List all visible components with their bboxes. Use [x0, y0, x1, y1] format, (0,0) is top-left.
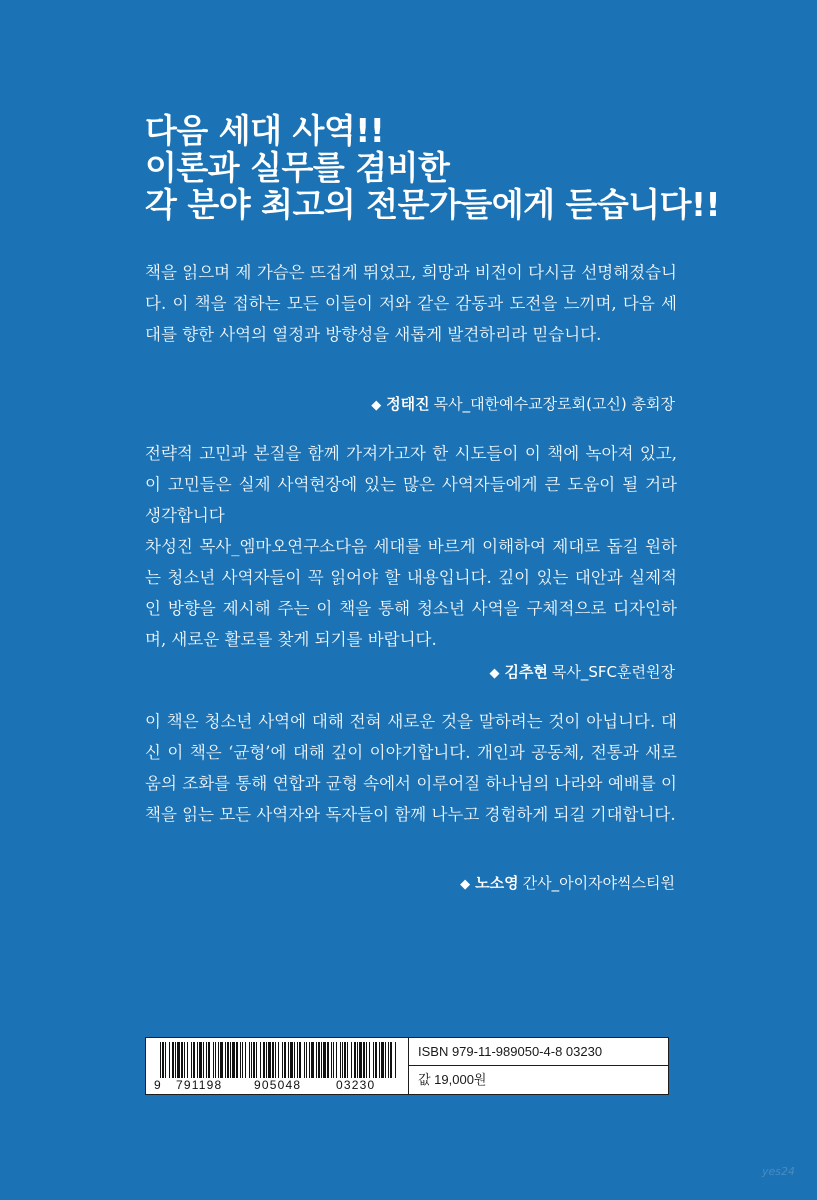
barcode-bar: [354, 1042, 356, 1078]
barcode-area: [146, 1038, 409, 1094]
barcode-bar: [251, 1042, 252, 1078]
barcode-bar: [395, 1042, 396, 1078]
barcode-bar: [227, 1042, 229, 1078]
barcode-bar: [175, 1042, 176, 1078]
endorsement-1-text: [145, 257, 677, 350]
isbn-box: [145, 1037, 669, 1095]
barcode-bar: [213, 1042, 214, 1078]
barcode-bar: [165, 1042, 166, 1078]
price-label: 값 19,000원: [418, 1072, 487, 1087]
barcode-bar: [232, 1042, 235, 1078]
barcode-bar: [268, 1042, 271, 1078]
barcode-bar: [225, 1042, 226, 1078]
barcode-bar: [316, 1042, 317, 1078]
barcode-bar: [184, 1042, 185, 1078]
endorsement-3-attribution: [115, 873, 675, 895]
barcode-bar: [199, 1042, 202, 1078]
barcode-bar: [206, 1042, 207, 1078]
barcode-bar: [297, 1042, 298, 1078]
endorsement-2-text: [145, 438, 677, 655]
barcode-bar: [191, 1042, 192, 1078]
barcode-bar: [275, 1042, 276, 1078]
barcode-bar: [379, 1042, 380, 1078]
barcode-bar: [177, 1042, 180, 1078]
barcode-bar: [333, 1042, 334, 1078]
barcode-bar: [363, 1042, 365, 1078]
barcode-bar: [342, 1042, 343, 1078]
barcode-bar: [299, 1042, 301, 1078]
barcode-bar: [340, 1042, 341, 1078]
barcode-bar: [193, 1042, 195, 1078]
barcode-bar: [172, 1042, 174, 1078]
barcode-bar: [347, 1042, 348, 1078]
endorsement-paragraph: 이 책은 청소년 사역에 대해 전혀 새로운 것을 말하려는 것이 아닙니다. 대신 이 책은 ‘균형’에 대해 깊이 이야기합니다. 개인과 공동체, 전통과 새로움의 조화를 통해 연합과 균형 속에서 이루어질 하나님의 나라와 예배를 이 책을 읽는 모든 사역자와 독자들이 함께 나누고 경험하게 되길 기대합니다.: [145, 712, 677, 824]
barcode-bar: [256, 1042, 257, 1078]
barcode-bar: [272, 1042, 274, 1078]
barcode-bar: [359, 1042, 362, 1078]
barcode-bar: [263, 1042, 265, 1078]
headline-line-3: 각 분야 최고의 전문가들에게 듣습니다!!: [145, 185, 721, 224]
barcode-bar: [208, 1042, 210, 1078]
barcode-bar: [381, 1042, 384, 1078]
barcode-bar: [230, 1042, 231, 1078]
barcode-bar: [369, 1042, 370, 1078]
back-cover-headline: [145, 112, 745, 223]
endorser-name: 김추현: [504, 663, 548, 681]
barcode-bar: [323, 1042, 326, 1078]
barcode-bar: [253, 1042, 255, 1078]
barcode-bar: [321, 1042, 322, 1078]
barcode-bar: [240, 1042, 241, 1078]
barcode-bar: [187, 1042, 188, 1078]
endorsement-paragraph: 차성진 목사_엠마오연구소다음 세대를 바르게 이해하여 제대로 돕길 원하는 청소년 사역자들이 꼭 읽어야 할 내용입니다. 깊이 있는 대안과 실제적인 방향을 제시해 주는 이 책을 통해 청소년 사역을 구체적으로 디자인하며, 새로운 활로를 찾게 되기를 바랍니다.: [145, 537, 677, 649]
barcode-bar: [309, 1042, 310, 1078]
barcode-bar: [266, 1042, 267, 1078]
watermark: yes24: [761, 1165, 795, 1178]
barcode-bar: [375, 1042, 377, 1078]
barcode-bar: [218, 1042, 219, 1078]
barcode-bar: [311, 1042, 314, 1078]
headline-line-2: 이론과 실무를 겸비한: [145, 148, 450, 187]
barcode-bar: [390, 1042, 392, 1078]
diamond-bullet-icon: ◆: [371, 398, 382, 413]
endorsement-paragraph: 책을 읽으며 제 가슴은 뜨겁게 뛰었고, 희망과 비전이 다시금 선명해졌습니다. 이 책을 접하는 모든 이들이 저와 같은 감동과 도전을 느끼며, 다음 세대를 향한 사역의 열정과 방향성을 새롭게 발견하리라 믿습니다.: [145, 263, 677, 344]
barcode-bar: [242, 1042, 243, 1078]
barcode-bar: [373, 1042, 374, 1078]
barcode-bar: [357, 1042, 358, 1078]
barcode-bar: [306, 1042, 307, 1078]
barcode-bar: [388, 1042, 389, 1078]
barcode-bar: [304, 1042, 305, 1078]
barcode-bar: [160, 1042, 161, 1078]
barcode-image: [160, 1042, 398, 1078]
barcode-bar: [236, 1042, 238, 1078]
barcode-digit-group: 791198: [176, 1078, 223, 1092]
endorsement-1-attribution: [115, 394, 675, 416]
barcode-bar: [249, 1042, 250, 1078]
barcode-bar: [290, 1042, 293, 1078]
isbn-number: ISBN 979-11-989050-4-8 03230: [408, 1038, 668, 1066]
isbn-info: [408, 1038, 668, 1094]
barcode-bar: [331, 1042, 332, 1078]
barcode-bar: [366, 1042, 367, 1078]
endorser-name: 정태진: [386, 395, 430, 413]
barcode-bar: [197, 1042, 198, 1078]
barcode-bar: [327, 1042, 329, 1078]
barcode-bar: [169, 1042, 170, 1078]
barcode-digits: [154, 1078, 404, 1092]
barcode-bar: [220, 1042, 223, 1078]
barcode-digit-group: 03230: [336, 1078, 376, 1092]
barcode-digit-group: 9: [154, 1078, 162, 1092]
barcode-bar: [282, 1042, 283, 1078]
barcode-bar: [245, 1042, 246, 1078]
barcode-bar: [181, 1042, 183, 1078]
barcode-bar: [336, 1042, 337, 1078]
endorsement-paragraph: 전략적 고민과 본질을 함께 가져가고자 한 시도들이 이 책에 녹아져 있고, 이 고민들은 실제 사역현장에 있는 많은 사역자들에게 큰 도움이 될 거라 생각합니다: [145, 444, 677, 525]
barcode-bar: [162, 1042, 164, 1078]
barcode-bar: [203, 1042, 204, 1078]
headline-line-1: 다음 세대 사역!!: [145, 111, 385, 150]
barcode-bar: [318, 1042, 320, 1078]
barcode-bar: [260, 1042, 261, 1078]
barcode-bar: [351, 1042, 352, 1078]
endorser-title: 간사_아이자야씩스티원: [522, 874, 675, 892]
endorser-title: 목사_대한예수교장로회(고신) 총회장: [433, 395, 675, 413]
diamond-bullet-icon: ◆: [489, 666, 500, 681]
barcode-bar: [278, 1042, 279, 1078]
barcode-bar: [284, 1042, 286, 1078]
barcode-bar: [344, 1042, 346, 1078]
endorser-title: 목사_SFC훈련원장: [551, 663, 675, 681]
barcode-bar: [294, 1042, 295, 1078]
endorsement-2-attribution: [115, 662, 675, 684]
endorsement-3-text: [145, 706, 677, 830]
barcode-bar: [215, 1042, 216, 1078]
barcode-bar: [288, 1042, 289, 1078]
barcode-digit-group: 905048: [254, 1078, 302, 1092]
endorser-name: 노소영: [475, 874, 519, 892]
barcode-bar: [385, 1042, 386, 1078]
diamond-bullet-icon: ◆: [460, 877, 471, 892]
